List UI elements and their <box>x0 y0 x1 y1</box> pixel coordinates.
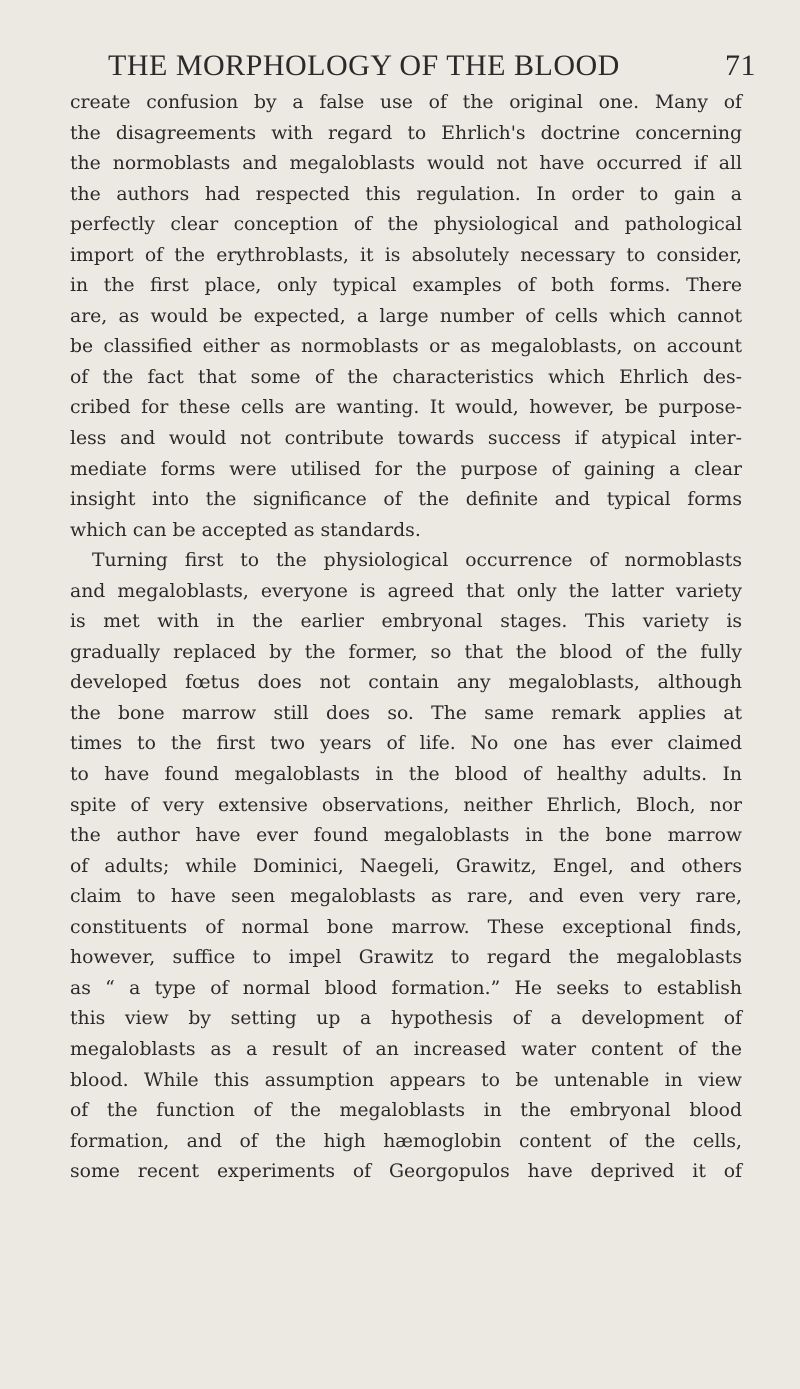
text-line: are, as would be expected, a large number of cells which cannot <box>70 305 742 327</box>
text-line: megaloblasts as a result of an increased water content of the <box>70 1038 742 1060</box>
text-line: some recent experiments of Georgopulos have deprived it of <box>70 1161 742 1183</box>
text-line: insight into the significance of the definite and typical forms <box>70 489 742 511</box>
text-line: in the first place, only typical examples of both forms. There <box>70 275 742 297</box>
text-line: developed fœtus does not contain any megaloblasts, although <box>70 672 742 694</box>
running-title: THE MORPHOLOGY OF THE BLOOD <box>108 49 620 82</box>
paragraph-2 <box>70 546 742 1187</box>
text-line: times to the first two years of life. No one has ever claimed <box>70 733 742 755</box>
text-line: gradually replaced by the former, so that the blood of the fully <box>70 641 742 663</box>
text-line: the bone marrow still does so. The same remark applies at <box>70 702 742 724</box>
text-line: to have found megaloblasts in the blood of healthy adults. In <box>70 764 742 786</box>
text-line: mediate forms were utilised for the purpose of gaining a clear <box>70 458 742 480</box>
text-line: be classified either as normoblasts or as megaloblasts, on account <box>70 336 742 358</box>
text-line: constituents of normal bone marrow. These exceptional finds, <box>70 916 742 938</box>
running-head <box>108 46 756 86</box>
text-line: cribed for these cells are wanting. It would, however, be purpose- <box>70 397 742 419</box>
text-line: this view by setting up a hypothesis of a development of <box>70 1008 742 1030</box>
paragraph-1 <box>70 88 742 546</box>
text-line: the disagreements with regard to Ehrlich's doctrine concerning <box>70 122 742 144</box>
text-line: however, suffice to impel Grawitz to regard the megaloblasts <box>70 947 742 969</box>
text-line: import of the erythroblasts, it is absolutely necessary to consider, <box>70 244 742 266</box>
text-line: perfectly clear conception of the physiological and pathological <box>70 214 742 236</box>
text-line: blood. While this assumption appears to be untenable in view <box>70 1069 742 1091</box>
text-line: the authors had respected this regulation. In order to gain a <box>70 183 742 205</box>
text-line: which can be accepted as standards. <box>70 519 421 541</box>
text-line: of the function of the megaloblasts in the embryonal blood <box>70 1100 742 1122</box>
text-line: create confusion by a false use of the original one. Many of <box>70 92 742 113</box>
text-line: claim to have seen megaloblasts as rare, and even very rare, <box>70 886 742 908</box>
text-line: the normoblasts and megaloblasts would not have occurred if all <box>70 153 742 175</box>
text-line: of adults; while Dominici, Naegeli, Grawitz, Engel, and others <box>70 855 742 877</box>
text-line: as “ a type of normal blood formation.” He seeks to establish <box>70 977 742 999</box>
text-line: less and would not contribute towards success if atypical inter- <box>70 428 742 450</box>
text-line: Turning first to the physiological occurrence of normoblasts <box>92 550 742 572</box>
page-number: 71 <box>725 49 756 82</box>
body-text <box>70 88 742 1188</box>
text-line: of the fact that some of the characteristics which Ehrlich des- <box>70 366 742 388</box>
text-line: and megaloblasts, everyone is agreed that only the latter variety <box>70 580 742 602</box>
text-line: spite of very extensive observations, neither Ehrlich, Bloch, nor <box>70 794 742 816</box>
text-line: formation, and of the high hæmoglobin content of the cells, <box>70 1130 742 1152</box>
text-line: is met with in the earlier embryonal stages. This variety is <box>70 611 742 633</box>
text-line: the author have ever found megaloblasts in the bone marrow <box>70 825 742 847</box>
